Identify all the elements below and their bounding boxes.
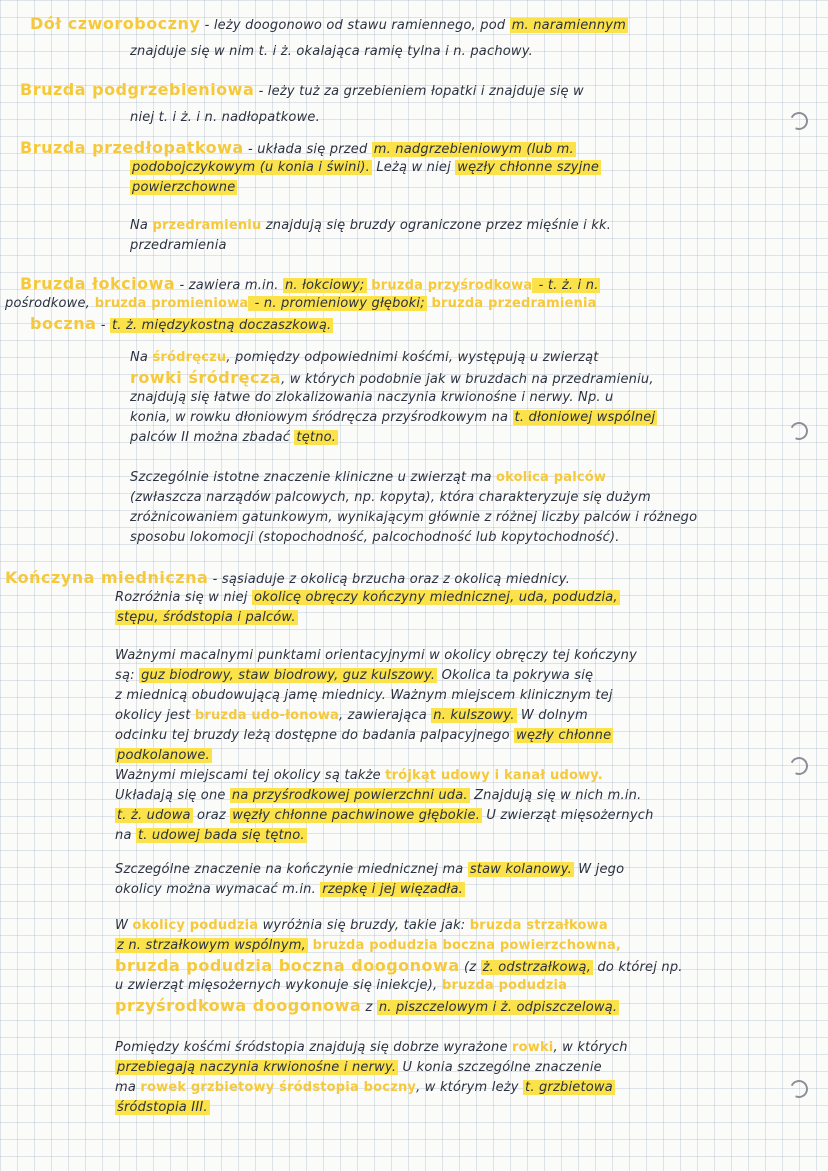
highlighted-term: okolicy podudzia (132, 918, 259, 933)
highlighted-phrase: z n. strzałkowym wspólnym, (117, 938, 306, 953)
note-line (130, 470, 606, 486)
note-line (130, 110, 320, 126)
note-line (115, 998, 619, 1016)
highlighted-phrase: t. udowej bada się tętno. (137, 828, 305, 843)
note-line (115, 1080, 615, 1096)
note-line (130, 530, 620, 546)
note-line (115, 938, 621, 954)
note-line (130, 160, 601, 176)
note-text: Szczególne znaczenie na kończynie miednicznej ma (115, 862, 468, 877)
highlighted-term: boczna (30, 314, 97, 333)
highlighted-term: okolica palców (496, 470, 607, 485)
highlighted-term: bruzda udo-łonowa (194, 708, 340, 723)
highlighted-phrase: - t. ż. i n. (534, 278, 599, 293)
highlighted-phrase: m. naramiennym (511, 18, 627, 33)
highlighted-phrase: m. nadgrzebieniowym (lub m. (373, 142, 574, 157)
note-text: u zwierząt mięsożernych wykonuje się iniekcje), (115, 978, 438, 993)
highlighted-phrase: t. grzbietowa (525, 1080, 613, 1095)
highlighted-phrase: podkolanowe. (117, 748, 210, 763)
note-line (115, 862, 624, 878)
note-text: U zwierząt mięsożernych (482, 808, 654, 823)
note-line (115, 918, 608, 934)
note-text: Pomiędzy kośćmi śródstopia znajdują się dobrze wyrażone (115, 1040, 512, 1055)
note-text: U konia szczególne znaczenie (398, 1060, 602, 1075)
note-text: z (361, 1000, 377, 1015)
highlighted-phrase: stępu, śródstopia i palców. (117, 610, 296, 625)
note-line (130, 350, 599, 366)
highlighted-term: bruzda podudzia boczna doogonowa (115, 956, 460, 975)
highlighted-phrase: przebiegają naczynia krwionośne i nerwy. (117, 1060, 397, 1075)
note-line (115, 748, 212, 764)
note-text: W dolnym (516, 708, 588, 723)
note-text: do której np. (593, 960, 683, 975)
note-line (115, 808, 654, 824)
highlighted-phrase: n. piszczelowym i ż. odpiszczelową. (378, 1000, 618, 1015)
note-text: są: (115, 668, 140, 683)
note-text: znajdują się bruzdy ograniczone przez mięśnie i kk. (261, 218, 612, 233)
note-text: (zwłaszcza narządów palcowych, np. kopyta), która charakteryzuje się dużym (130, 490, 651, 505)
note-text: oraz (192, 808, 231, 823)
highlighted-term: bruzda przyśrodkowa (366, 278, 533, 293)
note-line (115, 978, 567, 994)
note-line (115, 1060, 602, 1076)
highlighted-phrase: tętno. (296, 430, 337, 445)
highlighted-phrase: t. ż. udowa (117, 808, 191, 823)
highlighted-phrase: rzepkę i jej więzadła. (322, 882, 463, 897)
note-line (115, 768, 603, 784)
note-text: Ważnymi miejscami tej okolicy są także (115, 768, 386, 783)
note-line (115, 648, 637, 664)
note-text: Układają się one (115, 788, 230, 803)
highlighted-term: rowki (512, 1040, 554, 1055)
note-text: , w których podobnie jak w bruzdach na przedramieniu, (281, 372, 654, 387)
note-line (115, 668, 593, 684)
note-text: , w których (553, 1040, 628, 1055)
note-text: - zawiera m.in. (175, 278, 283, 293)
note-line (115, 1100, 210, 1116)
note-line (20, 140, 576, 158)
highlighted-term: Kończyna miedniczna (5, 568, 209, 587)
highlighted-term: śródręczu (152, 350, 227, 365)
note-text: Na (130, 350, 153, 365)
highlighted-term: przyśrodkowa doogonowa (115, 996, 362, 1015)
note-text: palców II można zbadać (130, 430, 295, 445)
note-line (30, 16, 628, 34)
highlighted-phrase: guz biodrowy, staw biodrowy, guz kulszowy. (141, 668, 436, 683)
note-text: Znajdują się w nich m.in. (469, 788, 642, 803)
highlighted-phrase: n. łokciowy; (284, 278, 365, 293)
note-line (130, 44, 533, 60)
note-text: - układa się przed (243, 142, 372, 157)
note-text: odcinku tej bruzdy leżą dostępne do badania palpacyjnego (115, 728, 515, 743)
note-line (115, 590, 620, 606)
highlighted-phrase: powierzchowne (132, 180, 236, 195)
note-line (30, 316, 333, 334)
highlighted-phrase: węzły chłonne (516, 728, 612, 743)
note-line (115, 882, 465, 898)
highlighted-phrase: t. ż. międzykostną doczaszkową. (112, 318, 332, 333)
note-text: , pomiędzy odpowiednimi kośćmi, występują u zwierząt (226, 350, 599, 365)
highlighted-term: trójkąt udowy i kanał udowy. (385, 768, 603, 783)
highlighted-phrase: śródstopia III. (117, 1100, 208, 1115)
note-text: Na (130, 218, 153, 233)
highlighted-term: bruzda przedramienia (426, 296, 597, 311)
highlighted-term: bruzda podudzia (437, 978, 568, 993)
highlighted-term: bruzda promieniowa (89, 296, 249, 311)
note-line (130, 510, 697, 526)
note-text: - sąsiaduje z okolicą brzucha oraz z okolicą miednicy. (208, 572, 571, 587)
note-text: na (115, 828, 136, 843)
highlighted-term: Bruzda podgrzebieniowa (20, 80, 255, 99)
note-text: , w którym leży (416, 1080, 524, 1095)
note-text: okolicy można wymacać m.in. (115, 882, 321, 897)
note-line (115, 688, 613, 704)
highlighted-term: Dół czworoboczny (30, 14, 201, 33)
note-line (115, 708, 588, 724)
note-text: znajdują się łatwe do zlokalizowania naczynia krwionośne i nerwy. Np. u (130, 390, 614, 405)
note-line (130, 410, 657, 426)
note-text: Okolica ta pokrywa się (437, 668, 594, 683)
note-text: ma (115, 1080, 141, 1095)
note-text: pośrodkowe, (5, 296, 90, 311)
highlighted-phrase: węzły chłonne pachwinowe głębokie. (232, 808, 481, 823)
highlighted-term: przedramieniu (152, 218, 262, 233)
highlighted-term: rowki śródręcza (130, 368, 282, 387)
note-line (20, 82, 584, 100)
highlighted-term: bruzda podudzia boczna powierzchowna, (307, 938, 622, 953)
note-line (115, 958, 683, 976)
note-text: znajduje się w nim t. i ż. okalająca ramię tylna i n. pachowy. (130, 44, 533, 59)
note-line (115, 728, 613, 744)
note-text: Rozróżnia się w niej (115, 590, 252, 605)
highlighted-phrase: staw kolanowy. (469, 862, 572, 877)
note-line (130, 430, 338, 446)
highlighted-phrase: t. dłoniowej wspólnej (514, 410, 656, 425)
note-text: sposobu lokomocji (stopochodność, palcochodność lub kopytochodność). (130, 530, 620, 545)
note-line (130, 238, 227, 254)
note-text: okolicy jest (115, 708, 195, 723)
note-line (130, 390, 614, 406)
highlighted-phrase: okolicę obręczy kończyny miednicznej, uda, podudzia, (253, 590, 618, 605)
highlighted-phrase: na przyśrodkowej powierzchni uda. (231, 788, 468, 803)
highlighted-phrase: podobojczykowym (u konia i świni). (132, 160, 370, 175)
highlighted-term: bruzda strzałkowa (469, 918, 608, 933)
note-text: Szczególnie istotne znaczenie kliniczne u zwierząt ma (130, 470, 497, 485)
highlighted-term: Bruzda łokciowa (20, 274, 176, 293)
note-line (115, 828, 307, 844)
note-text: - (96, 318, 110, 333)
note-line (20, 276, 600, 294)
note-line (5, 570, 570, 588)
note-text: zróżnicowaniem gatunkowym, wynikającym głównie z różnej liczby palców i różnego (130, 510, 698, 525)
note-text: przedramienia (130, 238, 227, 253)
note-text: niej t. i ż. i n. nadłopatkowe. (130, 110, 320, 125)
highlighted-phrase: ż. odstrzałkową, (482, 960, 592, 975)
highlighted-phrase: - n. promieniowy głęboki; (250, 296, 425, 311)
note-text: , zawierająca (339, 708, 432, 723)
note-text: konia, w rowku dłoniowym śródręcza przyśrodkowym na (130, 410, 513, 425)
note-text: W jego (573, 862, 625, 877)
note-line (115, 1040, 628, 1056)
note-line (130, 370, 654, 388)
note-line (130, 180, 237, 196)
note-text: Ważnymi macalnymi punktami orientacyjnymi w okolicy obręczy tej kończyny (115, 648, 638, 663)
note-line (115, 610, 298, 626)
note-text: - leży tuż za grzebieniem łopatki i znajduje się w (254, 84, 584, 99)
note-text: wyróżnia się bruzdy, takie jak: (258, 918, 470, 933)
note-text: (z (459, 960, 481, 975)
note-text: z miednicą obudowującą jamę miednicy. Ważnym miejscem klinicznym tej (115, 688, 613, 703)
note-line (5, 296, 597, 312)
note-line (115, 788, 641, 804)
highlighted-phrase: n. kulszowy. (433, 708, 515, 723)
note-text: W (115, 918, 133, 933)
highlighted-term: rowek grzbietowy śródstopia boczny (140, 1080, 417, 1095)
note-text: Leżą w niej (372, 160, 456, 175)
note-text: - leży doogonowo od stawu ramiennego, pod (200, 18, 510, 33)
highlighted-phrase: węzły chłonne szyjne (457, 160, 600, 175)
note-line (130, 218, 611, 234)
note-line (130, 490, 651, 506)
highlighted-term: Bruzda przedłopatkowa (20, 138, 244, 157)
